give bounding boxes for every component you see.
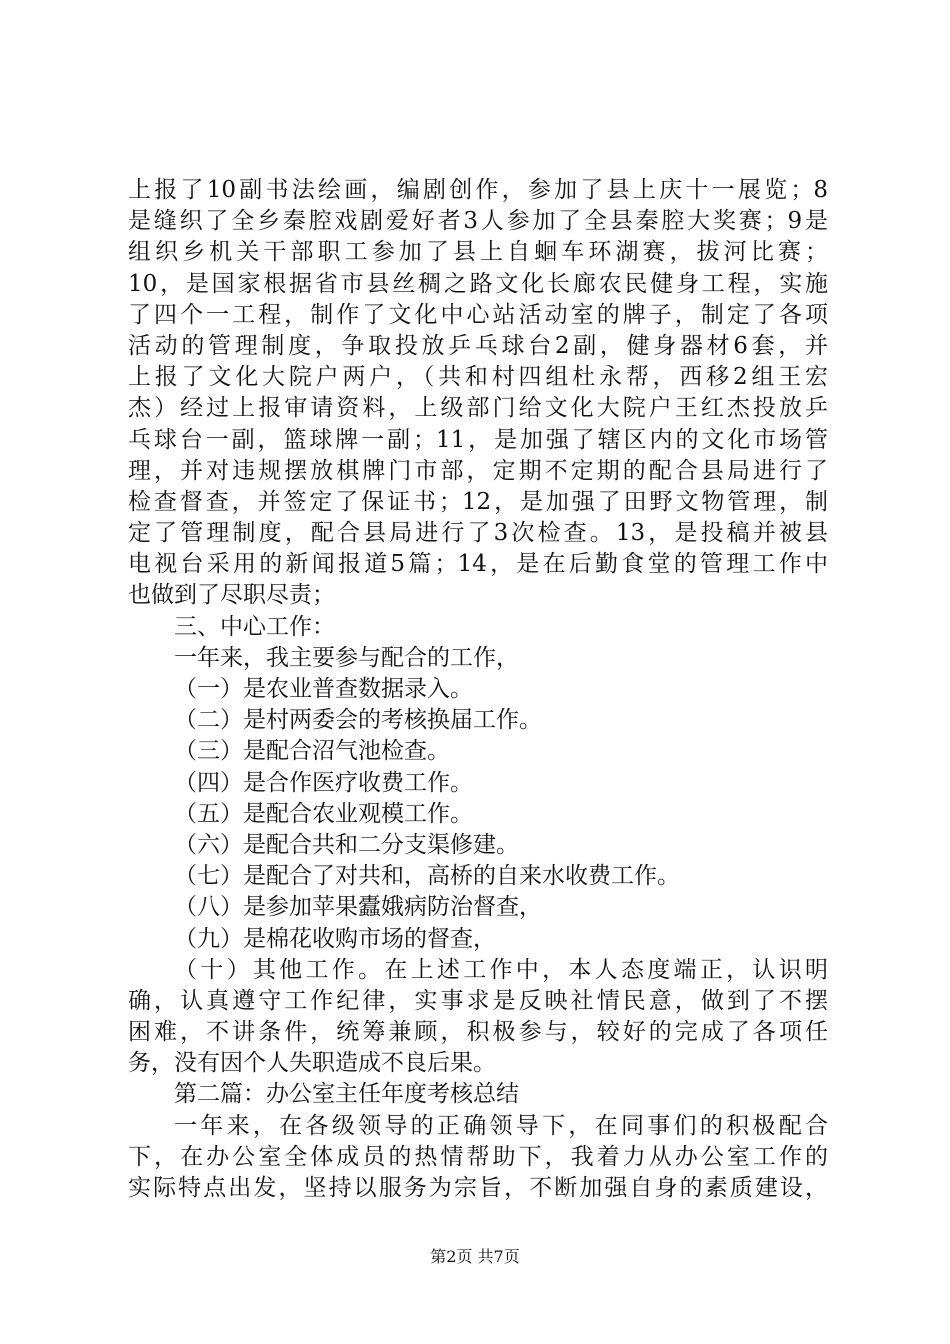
text-line: 活动的管理制度，争取投放乒乓球台2副，健身器材6套，并 <box>128 332 828 359</box>
list-item: （九）是棉花收购市场的督查， <box>174 925 496 952</box>
text-line: 10，是国家根据省市县丝稠之路文化长廊农民健身工程，实施 <box>128 270 828 297</box>
list-item: （一）是农业普查数据录入。 <box>174 676 473 702</box>
section-heading: 三、中心工作： <box>174 613 335 640</box>
text-line: 了四个一工程，制作了文化中心站活动室的牌子，制定了各项 <box>128 301 828 328</box>
text-line: 困难，不讲条件，统筹兼顾，积极参与，较好的完成了各项任 <box>128 1019 828 1046</box>
list-item: （六）是配合共和二分支渠修建。 <box>174 831 519 858</box>
list-item: （七）是配合了对共和，高桥的自来水收费工作。 <box>174 863 680 890</box>
list-item: （四）是合作医疗收费工作。 <box>174 769 473 796</box>
text-line: 电视台采用的新闻报道5篇；14，是在后勤食堂的管理工作中 <box>128 551 828 578</box>
text-line: 理，并对违规摆放棋牌门市部，定期不定期的配合县局进行了 <box>128 457 828 484</box>
text-line: 务，没有因个人失职造成不良后果。 <box>128 1050 496 1077</box>
text-line: 也做到了尽职尽责； <box>128 582 335 609</box>
text-line: 一年来，在各级领导的正确领导下，在同事们的积极配合 <box>174 1112 828 1139</box>
document-body <box>128 175 828 1204</box>
chapter-heading: 第二篇：办公室主任年度考核总结 <box>174 1081 519 1108</box>
text-line: 实际特点出发，坚持以服务为宗旨，不断加强自身的素质建设， <box>128 1175 828 1201</box>
text-line: 一年来，我主要参与配合的工作， <box>174 644 519 671</box>
page-footer: 第2页 共7页 <box>430 1247 520 1266</box>
text-line: 乓球台一副，篮球牌一副；11，是加强了辖区内的文化市场管 <box>128 426 828 453</box>
list-item: （十）其他工作。在上述工作中，本人态度端正，认识明 <box>174 956 828 983</box>
text-line: 上报了10副书法绘画，编剧创作，参加了县上庆十一展览；8 <box>128 177 828 203</box>
list-item: （五）是配合农业观模工作。 <box>174 800 473 827</box>
text-line: 是缝织了全乡秦腔戏剧爱好者3人参加了全县秦腔大奖赛；9是 <box>128 208 828 235</box>
list-item: （八）是参加苹果蠹娥病防治督查， <box>174 894 542 921</box>
text-line: 上报了文化大院户两户，（共和村四组杜永帮，西移2组王宏 <box>128 364 828 391</box>
text-line: 定了管理制度，配合县局进行了3次检查。13，是投稿并被县 <box>128 520 828 547</box>
text-line: 下，在办公室全体成员的热情帮助下，我着力从办公室工作的 <box>128 1143 828 1170</box>
text-line: 检查督查，并签定了保证书；12，是加强了田野文物管理，制 <box>128 488 828 515</box>
list-item: （二）是村两委会的考核换届工作。 <box>174 707 542 734</box>
text-line: 组织乡机关干部职工参加了县上自蛔车环湖赛，拔河比赛； <box>128 239 828 266</box>
text-line: 确，认真遵守工作纪律，实事求是反映社情民意，做到了不摆 <box>128 987 828 1014</box>
list-item: （三）是配合沼气池检查。 <box>174 738 450 765</box>
text-line: 杰）经过上报审请资料，上级部门给文化大院户王红杰投放乒 <box>128 395 828 422</box>
